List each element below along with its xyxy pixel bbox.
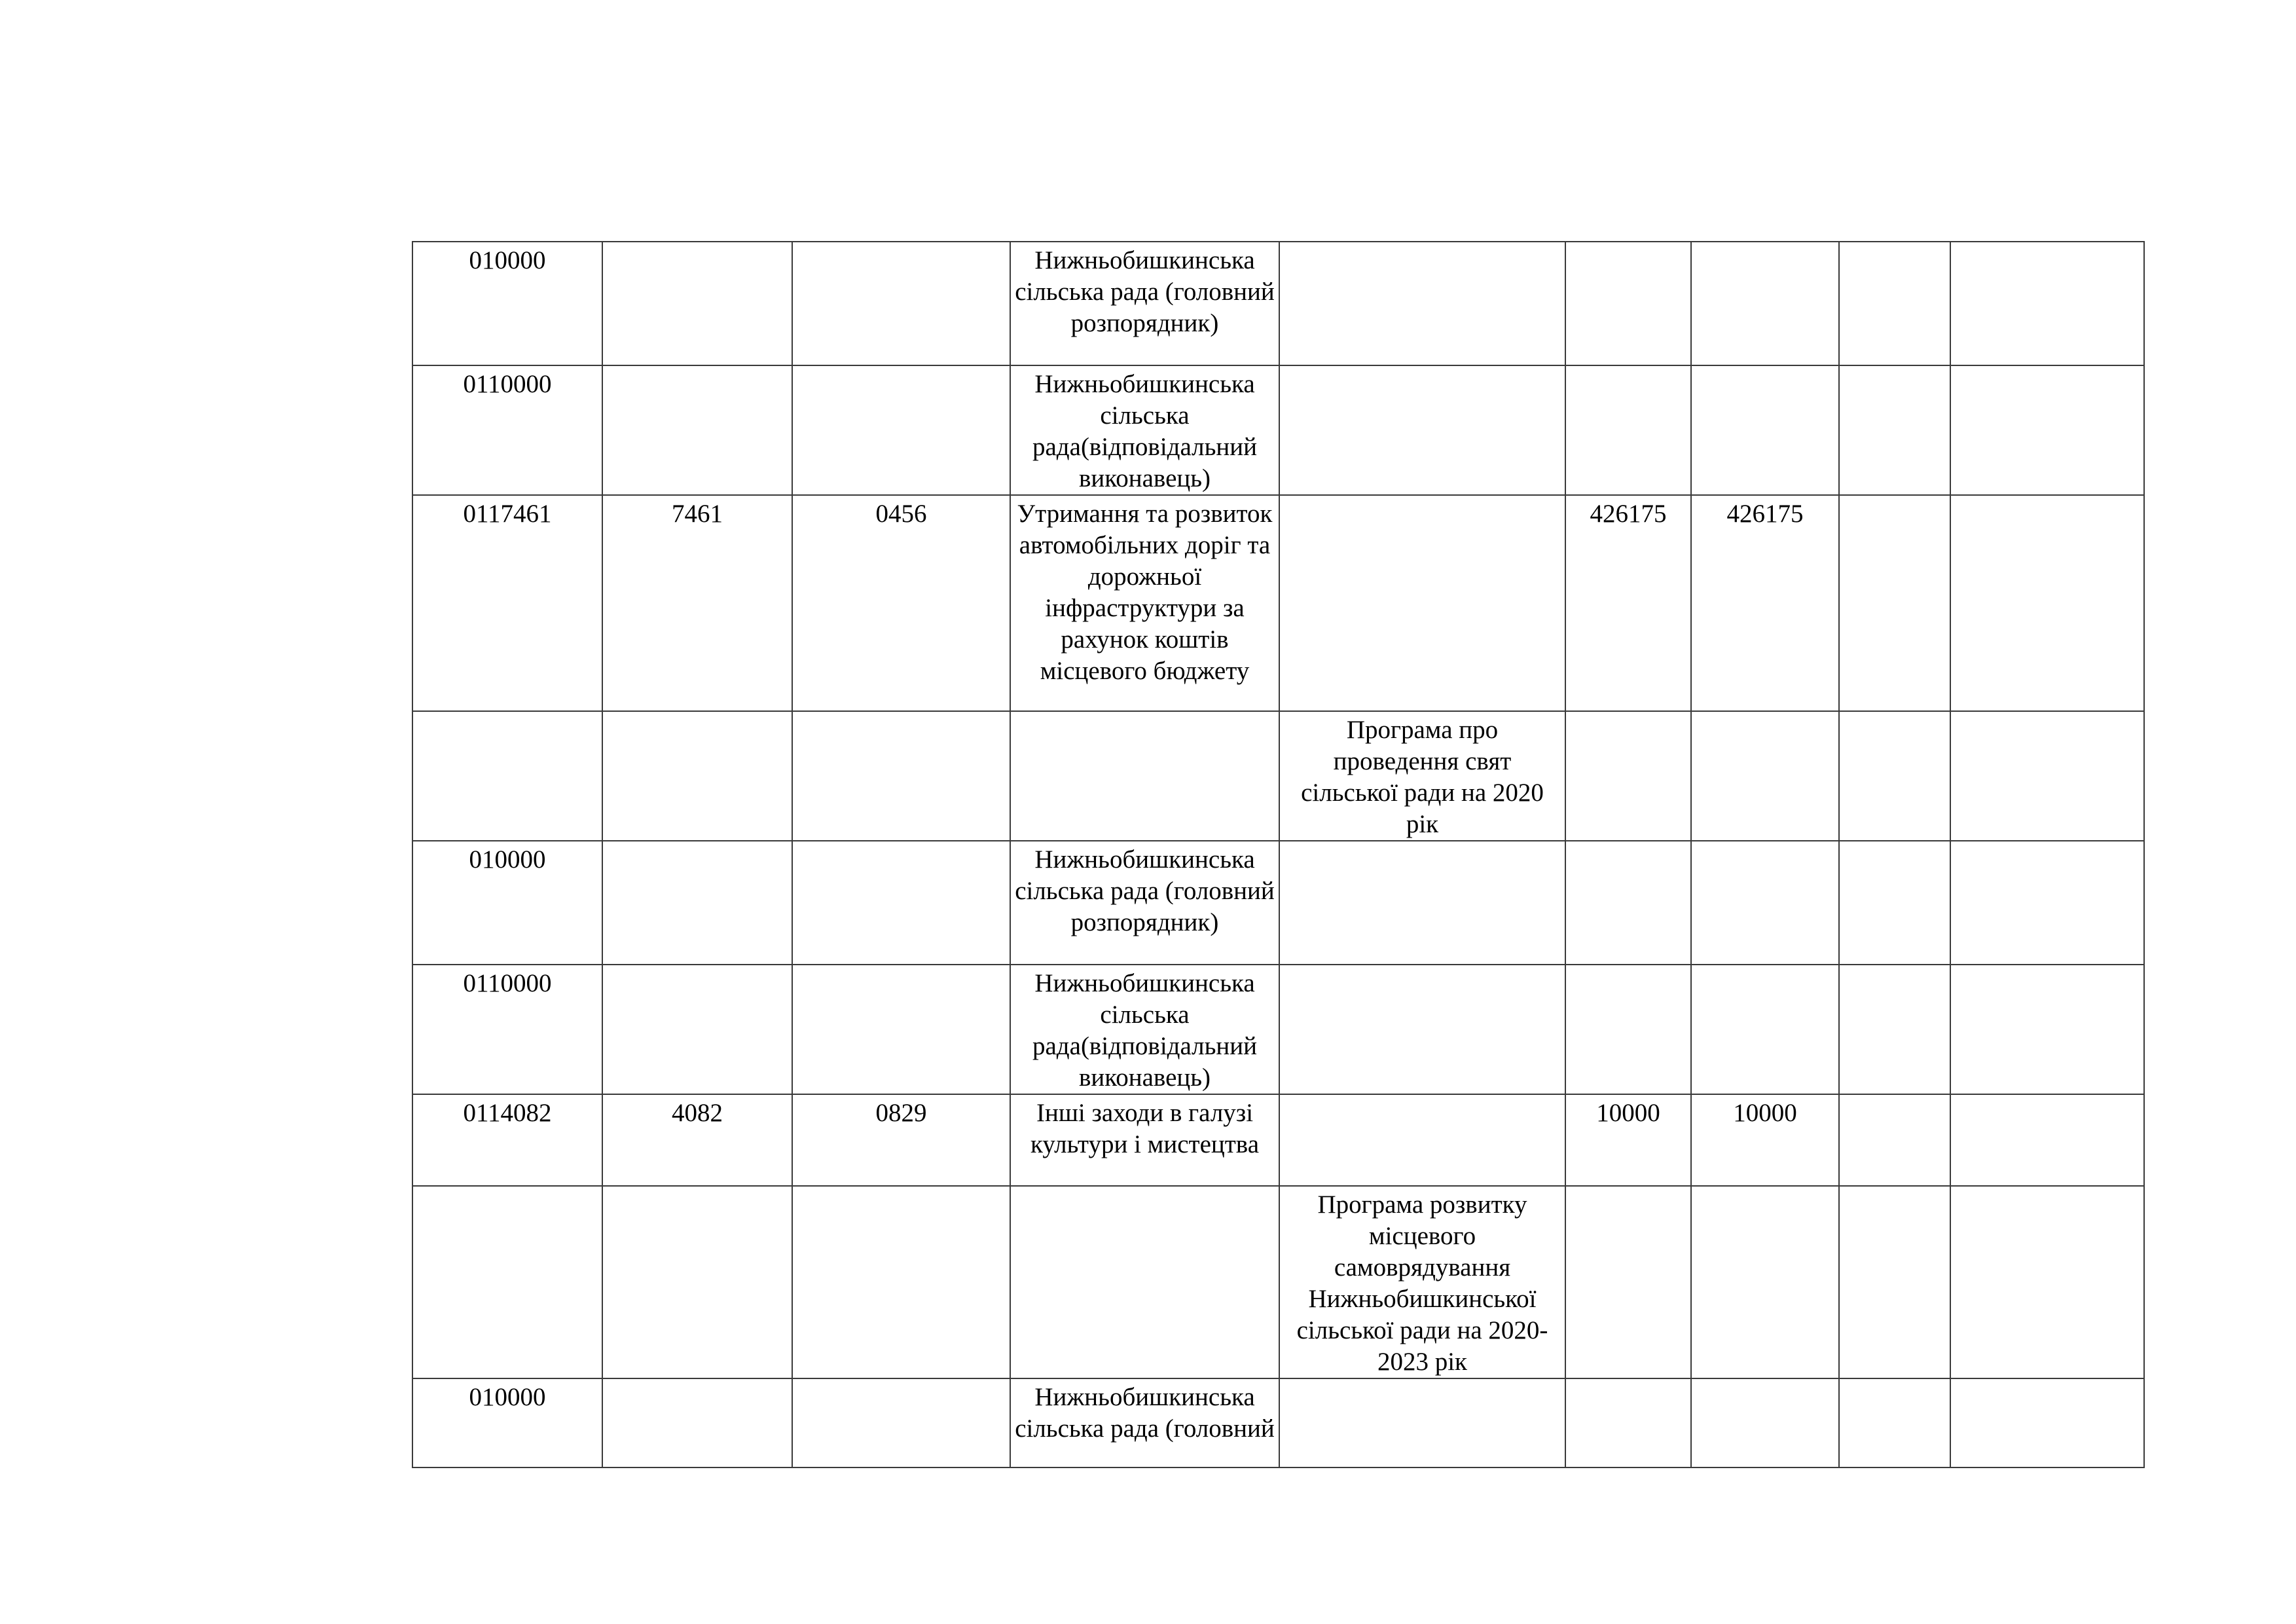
budget-table (412, 241, 2145, 1468)
table-row (412, 495, 2144, 711)
cell-special-fund (1839, 711, 1950, 841)
cell-development (1950, 1094, 2144, 1186)
cell-program: Програма про проведення свят сільської ради на 2020 рік (1279, 711, 1565, 841)
cell-development (1950, 1186, 2144, 1378)
cell-program-code (602, 711, 792, 841)
cell-function-code (792, 242, 1010, 365)
cell-code (412, 711, 602, 841)
cell-name: Утримання та розвиток автомобільних доріг та дорожньої інфраструктури за рахунок коштів місцевого бюджету (1010, 495, 1279, 711)
table-row (412, 1094, 2144, 1186)
cell-special-fund (1839, 1378, 1950, 1467)
cell-code: 010000 (412, 841, 602, 965)
cell-program-code (602, 242, 792, 365)
cell-general-fund (1691, 965, 1839, 1094)
cell-total (1565, 711, 1691, 841)
cell-special-fund (1839, 365, 1950, 495)
cell-function-code: 0829 (792, 1094, 1010, 1186)
cell-total: 426175 (1565, 495, 1691, 711)
cell-total (1565, 1186, 1691, 1378)
cell-general-fund (1691, 841, 1839, 965)
cell-name (1010, 711, 1279, 841)
table-row (412, 1378, 2144, 1467)
cell-code: 010000 (412, 1378, 602, 1467)
cell-name: Нижньобишкинська сільська рада(відповідальний виконавець) (1010, 965, 1279, 1094)
table-row (412, 711, 2144, 841)
table-row (412, 365, 2144, 495)
cell-total (1565, 841, 1691, 965)
cell-program: Програма розвитку місцевого самоврядування Нижньобишкинської сільської ради на 2020-2023 рік (1279, 1186, 1565, 1378)
cell-program (1279, 1378, 1565, 1467)
cell-special-fund (1839, 1094, 1950, 1186)
cell-program-code (602, 365, 792, 495)
cell-program (1279, 365, 1565, 495)
cell-program-code: 7461 (602, 495, 792, 711)
cell-name (1010, 1186, 1279, 1378)
cell-special-fund (1839, 495, 1950, 711)
cell-program (1279, 242, 1565, 365)
table-row (412, 841, 2144, 965)
cell-name: Нижньобишкинська сільська рада(відповідальний виконавець) (1010, 365, 1279, 495)
cell-code: 0117461 (412, 495, 602, 711)
table-row (412, 1186, 2144, 1378)
cell-program-code: 4082 (602, 1094, 792, 1186)
cell-name: Нижньобишкинська сільська рада (головний розпорядник) (1010, 242, 1279, 365)
cell-general-fund (1691, 1378, 1839, 1467)
cell-program (1279, 841, 1565, 965)
cell-program-code (602, 1186, 792, 1378)
cell-general-fund: 10000 (1691, 1094, 1839, 1186)
cell-total (1565, 242, 1691, 365)
cell-general-fund (1691, 242, 1839, 365)
cell-total (1565, 365, 1691, 495)
cell-name: Нижньобишкинська сільська рада (головний розпорядник) (1010, 841, 1279, 965)
cell-function-code (792, 965, 1010, 1094)
cell-function-code: 0456 (792, 495, 1010, 711)
cell-program (1279, 495, 1565, 711)
cell-development (1950, 711, 2144, 841)
cell-function-code (792, 841, 1010, 965)
cell-function-code (792, 711, 1010, 841)
cell-general-fund: 426175 (1691, 495, 1839, 711)
cell-code: 0114082 (412, 1094, 602, 1186)
cell-code: 010000 (412, 242, 602, 365)
cell-special-fund (1839, 1186, 1950, 1378)
cell-code: 0110000 (412, 965, 602, 1094)
table-row (412, 242, 2144, 365)
cell-general-fund (1691, 711, 1839, 841)
cell-special-fund (1839, 965, 1950, 1094)
table-row (412, 965, 2144, 1094)
cell-general-fund (1691, 365, 1839, 495)
cell-function-code (792, 365, 1010, 495)
cell-program (1279, 965, 1565, 1094)
cell-total (1565, 1378, 1691, 1467)
cell-development (1950, 495, 2144, 711)
cell-development (1950, 1378, 2144, 1467)
cell-development (1950, 365, 2144, 495)
cell-program-code (602, 1378, 792, 1467)
cell-code: 0110000 (412, 365, 602, 495)
cell-function-code (792, 1186, 1010, 1378)
cell-special-fund (1839, 242, 1950, 365)
cell-total (1565, 965, 1691, 1094)
cell-development (1950, 841, 2144, 965)
cell-function-code (792, 1378, 1010, 1467)
cell-name: Інші заходи в галузі культури і мистецтва (1010, 1094, 1279, 1186)
cell-program-code (602, 841, 792, 965)
cell-program-code (602, 965, 792, 1094)
cell-development (1950, 965, 2144, 1094)
cell-special-fund (1839, 841, 1950, 965)
cell-general-fund (1691, 1186, 1839, 1378)
cell-code (412, 1186, 602, 1378)
cell-program (1279, 1094, 1565, 1186)
cell-development (1950, 242, 2144, 365)
cell-name: Нижньобишкинська сільська рада (головний (1010, 1378, 1279, 1467)
cell-total: 10000 (1565, 1094, 1691, 1186)
